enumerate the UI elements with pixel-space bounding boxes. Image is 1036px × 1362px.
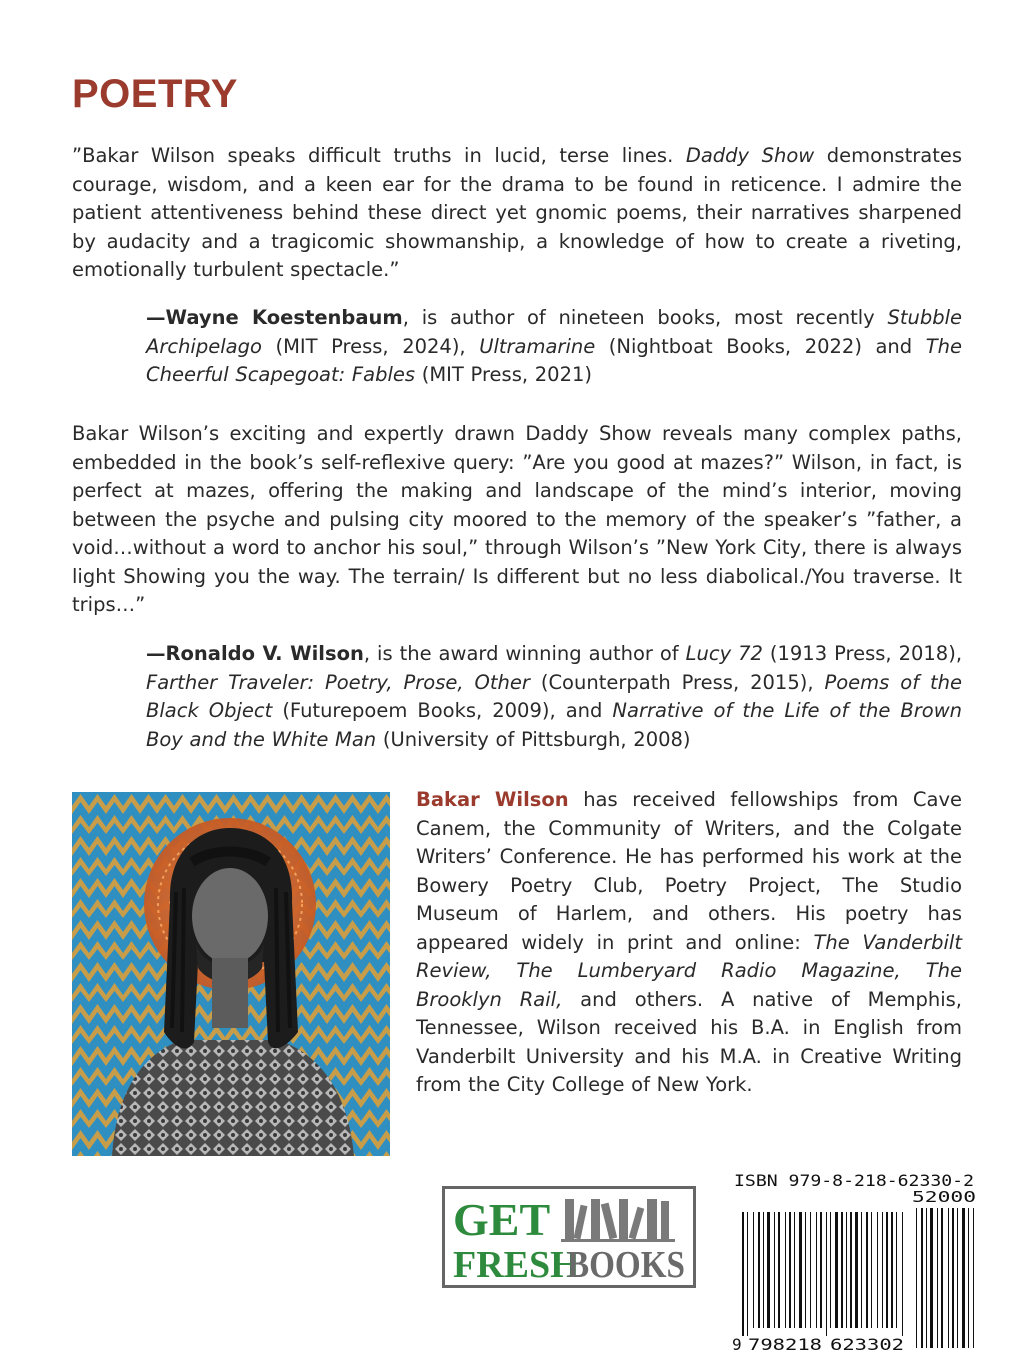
attribution-name: —Ronaldo V. Wilson (146, 642, 364, 665)
blurb-quote-2: Bakar Wilson’s exciting and expertly drawn Daddy Show reveals many complex paths, embedded in the book’s self-reflexive query: ”Are you good at mazes?” Wilson, in fact, is perfect at mazes, offering the making and landscape of the mind’s interior, moving between the psyche and pulsing city moored to the memory of the speaker’s ”father, a void…without a word to anchor his soul,” through Wilson’s ”New York City, there is always light Showing you the way. The terrain/ Is different but no less diabolical./You traverse. It trips…” (72, 422, 962, 616)
addon-bar (937, 1208, 938, 1348)
isbn-label: ISBN 979-8-218-62330-2 (734, 1171, 974, 1190)
barcode-bar (753, 1212, 754, 1328)
attribution-text: , is the award winning author of (363, 642, 686, 665)
publication-list: The Vanderbilt Review, The Lumberyard Radio Magazine, The Brooklyn Rail, (416, 930, 962, 1011)
barcode-bar (830, 1212, 831, 1328)
addon-bar (973, 1208, 974, 1348)
addon-bar (952, 1208, 954, 1348)
addon-bar (930, 1208, 933, 1348)
addon-bar (926, 1208, 927, 1348)
author-portrait (72, 792, 390, 1156)
author-name: Bakar Wilson (416, 788, 569, 811)
barcode-bar (820, 1212, 822, 1328)
barcode-bar (758, 1212, 760, 1328)
barcode-bar (835, 1212, 838, 1328)
book-title: Farther Traveler: Poetry, Prose, Other (146, 670, 530, 694)
quote-text: ”Bakar Wilson speaks difficult truths in lucid, terse lines. (72, 144, 686, 167)
price-code: 52000 (912, 1188, 976, 1206)
book-title: Daddy Show (685, 144, 815, 167)
addon-bar (968, 1208, 969, 1348)
publisher-logo (442, 1186, 696, 1288)
barcode-bar (767, 1212, 770, 1328)
barcode-bar (763, 1212, 764, 1328)
barcode-bar (882, 1212, 883, 1328)
barcode-bar (871, 1212, 872, 1328)
book-title: The Cheerful Scapegoat: Fables (146, 334, 963, 386)
barcode-bar (826, 1212, 827, 1336)
barcode-bar (861, 1212, 862, 1328)
addon-bar (921, 1208, 923, 1348)
addon-bar (916, 1208, 917, 1348)
book-title: Lucy 72 (685, 642, 763, 665)
addon-bar (948, 1208, 949, 1348)
barcode-bar (886, 1212, 888, 1328)
barcode-bar (805, 1212, 806, 1328)
barcode-bar (902, 1212, 903, 1336)
barcode-bar (850, 1212, 852, 1328)
barcode-bar (742, 1212, 744, 1336)
book-title: Poems of the Black Object (146, 670, 963, 722)
book-title: Stubble Archipelago (146, 306, 963, 358)
blurb-quote-1 (72, 142, 962, 285)
author-bio (416, 786, 962, 1100)
barcode-digits-left: 798218 (748, 1335, 822, 1354)
bookshelf-icon (561, 1199, 675, 1242)
logo-text-fresh: FRESH (453, 1244, 580, 1285)
attribution-text: (Nightboat Books, 2022) and (595, 334, 926, 358)
barcode-bar (774, 1212, 775, 1328)
addon-barcode-bars (916, 1208, 974, 1348)
isbn-barcode (728, 1168, 980, 1358)
barcode-bars (742, 1212, 903, 1336)
barcode-bar (816, 1212, 817, 1328)
barcode-bar (778, 1212, 780, 1328)
attribution-text: (University of Pittsburgh, 2008) (376, 727, 691, 751)
book-title: Narrative of the Life of the Brown Boy and the White Man (146, 699, 963, 751)
barcode-bar (846, 1212, 847, 1328)
barcode-bar (841, 1212, 843, 1328)
barcode-bar (866, 1212, 868, 1328)
logo-text-get: GET (453, 1194, 551, 1245)
barcode-bar (855, 1212, 858, 1328)
barcode-bar (794, 1212, 795, 1328)
addon-bar (957, 1208, 958, 1348)
attribution-text: , is author of nineteen books, most recently (402, 306, 888, 329)
attribution-text: (MIT Press, 2021) (415, 363, 592, 386)
barcode-bar (789, 1212, 791, 1328)
attribution-text: (MIT Press, 2024), (261, 334, 480, 358)
attribution-text: (Futurepoem Books, 2009), and (272, 699, 613, 722)
barcode-bar (785, 1212, 786, 1328)
barcode-bar (877, 1212, 878, 1328)
bio-text: and others. A native of Memphis, Tennessee, Wilson received his B.A. in English from Vanderbilt University and his M.A. in Creative Writing from the City College of New York. (416, 987, 962, 1096)
barcode-bar (891, 1212, 893, 1328)
barcode-digit-lead: 9 (732, 1335, 742, 1354)
page-title: POETRY (72, 72, 238, 116)
attribution-text: (Counterpath Press, 2015), (529, 670, 825, 694)
barcode-bar (799, 1212, 802, 1328)
quote-text: demonstrates courage, wisdom, and a keen ear for the drama to be found in reticence. I admire the patient attentiveness behind these direct yet gnomic poems, their narratives sharpened by audacity and a tragicomic showmanship, a knowledge of how to create a riveting, emotionally turbulent spectacle.” (72, 144, 962, 281)
barcode-bar (747, 1212, 748, 1336)
book-title: Ultramarine (479, 334, 596, 358)
logo-text-books: BOOKS (567, 1244, 685, 1285)
blurb-attribution-1 (146, 304, 962, 390)
barcode-bar (810, 1212, 811, 1328)
blurb-attribution-2 (146, 640, 962, 754)
attribution-name: —Wayne Koestenbaum (146, 306, 403, 329)
bio-text: has received fellowships from Cave Canem, the Community of Writers, and the Colgate Writers’ Conference. He has performed his work at the Bowery Poetry Club, Poetry Project, The Studio Museum of Harlem, and others. His poetry has appeared widely in print and online: (416, 788, 962, 954)
addon-bar (941, 1208, 943, 1348)
attribution-text: (1913 Press, 2018), (762, 642, 963, 665)
barcode-digits-right: 623302 (830, 1335, 904, 1354)
barcode-bar (896, 1212, 897, 1328)
addon-bar (962, 1208, 965, 1348)
